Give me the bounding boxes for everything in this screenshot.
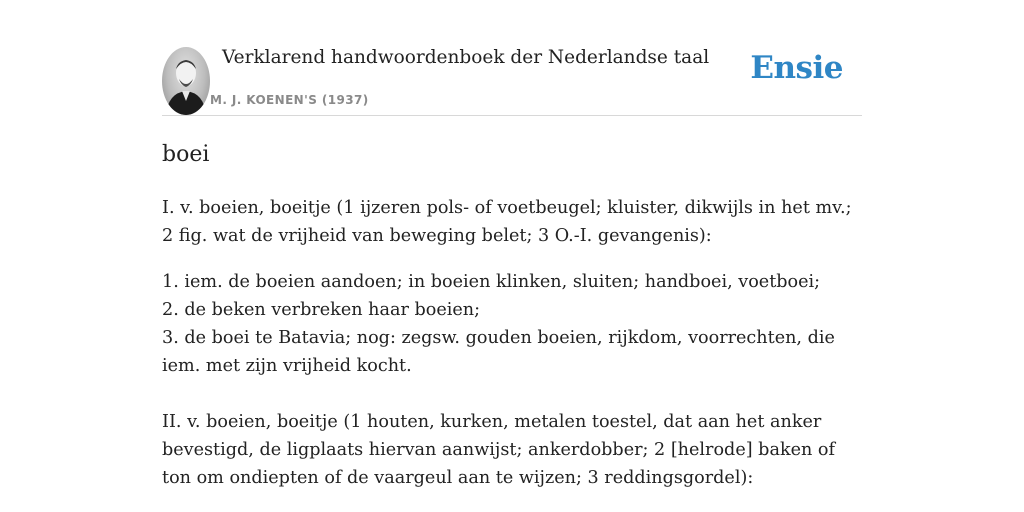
dictionary-subtitle: M. J. KOENEN'S (1937) — [210, 93, 369, 107]
ensie-logo-link[interactable]: Ensie — [750, 50, 843, 86]
examples-list — [162, 268, 862, 380]
example-item: 1. iem. de boeien aandoen; in boeien klinken, sluiten; handboei, voetboei; — [162, 272, 821, 292]
definition-1: I. v. boeien, boeitje (1 ijzeren pols- of voetbeugel; kluister, dikwijls in het mv.; 2 fig. wat de vrijheid van beweging belet; 3 O.-I. gevangenis): — [162, 198, 852, 246]
entry-content — [162, 140, 862, 492]
definition-2: II. v. boeien, boeitje (1 houten, kurken, metalen toestel, dat aan het anker bevestigd, de ligplaats hiervan aanwijst; ankerdobber; 2 [helrode] baken of ton om ondiepten of de vaargeul aan te wijzen; 3 reddingsgordel): — [162, 412, 836, 488]
portrait-icon — [162, 47, 210, 115]
entry-headword: boei — [162, 142, 210, 167]
dictionary-title: Verklarend handwoordenboek der Nederlandse taal — [222, 47, 710, 68]
author-portrait — [162, 47, 210, 115]
example-item: 3. de boei te Batavia; nog: zegsw. gouden boeien, rijkdom, voorrechten, die iem. met zijn vrijheid kocht. — [162, 328, 835, 376]
example-item: 2. de beken verbreken haar boeien; — [162, 300, 481, 320]
site-header — [162, 46, 862, 116]
